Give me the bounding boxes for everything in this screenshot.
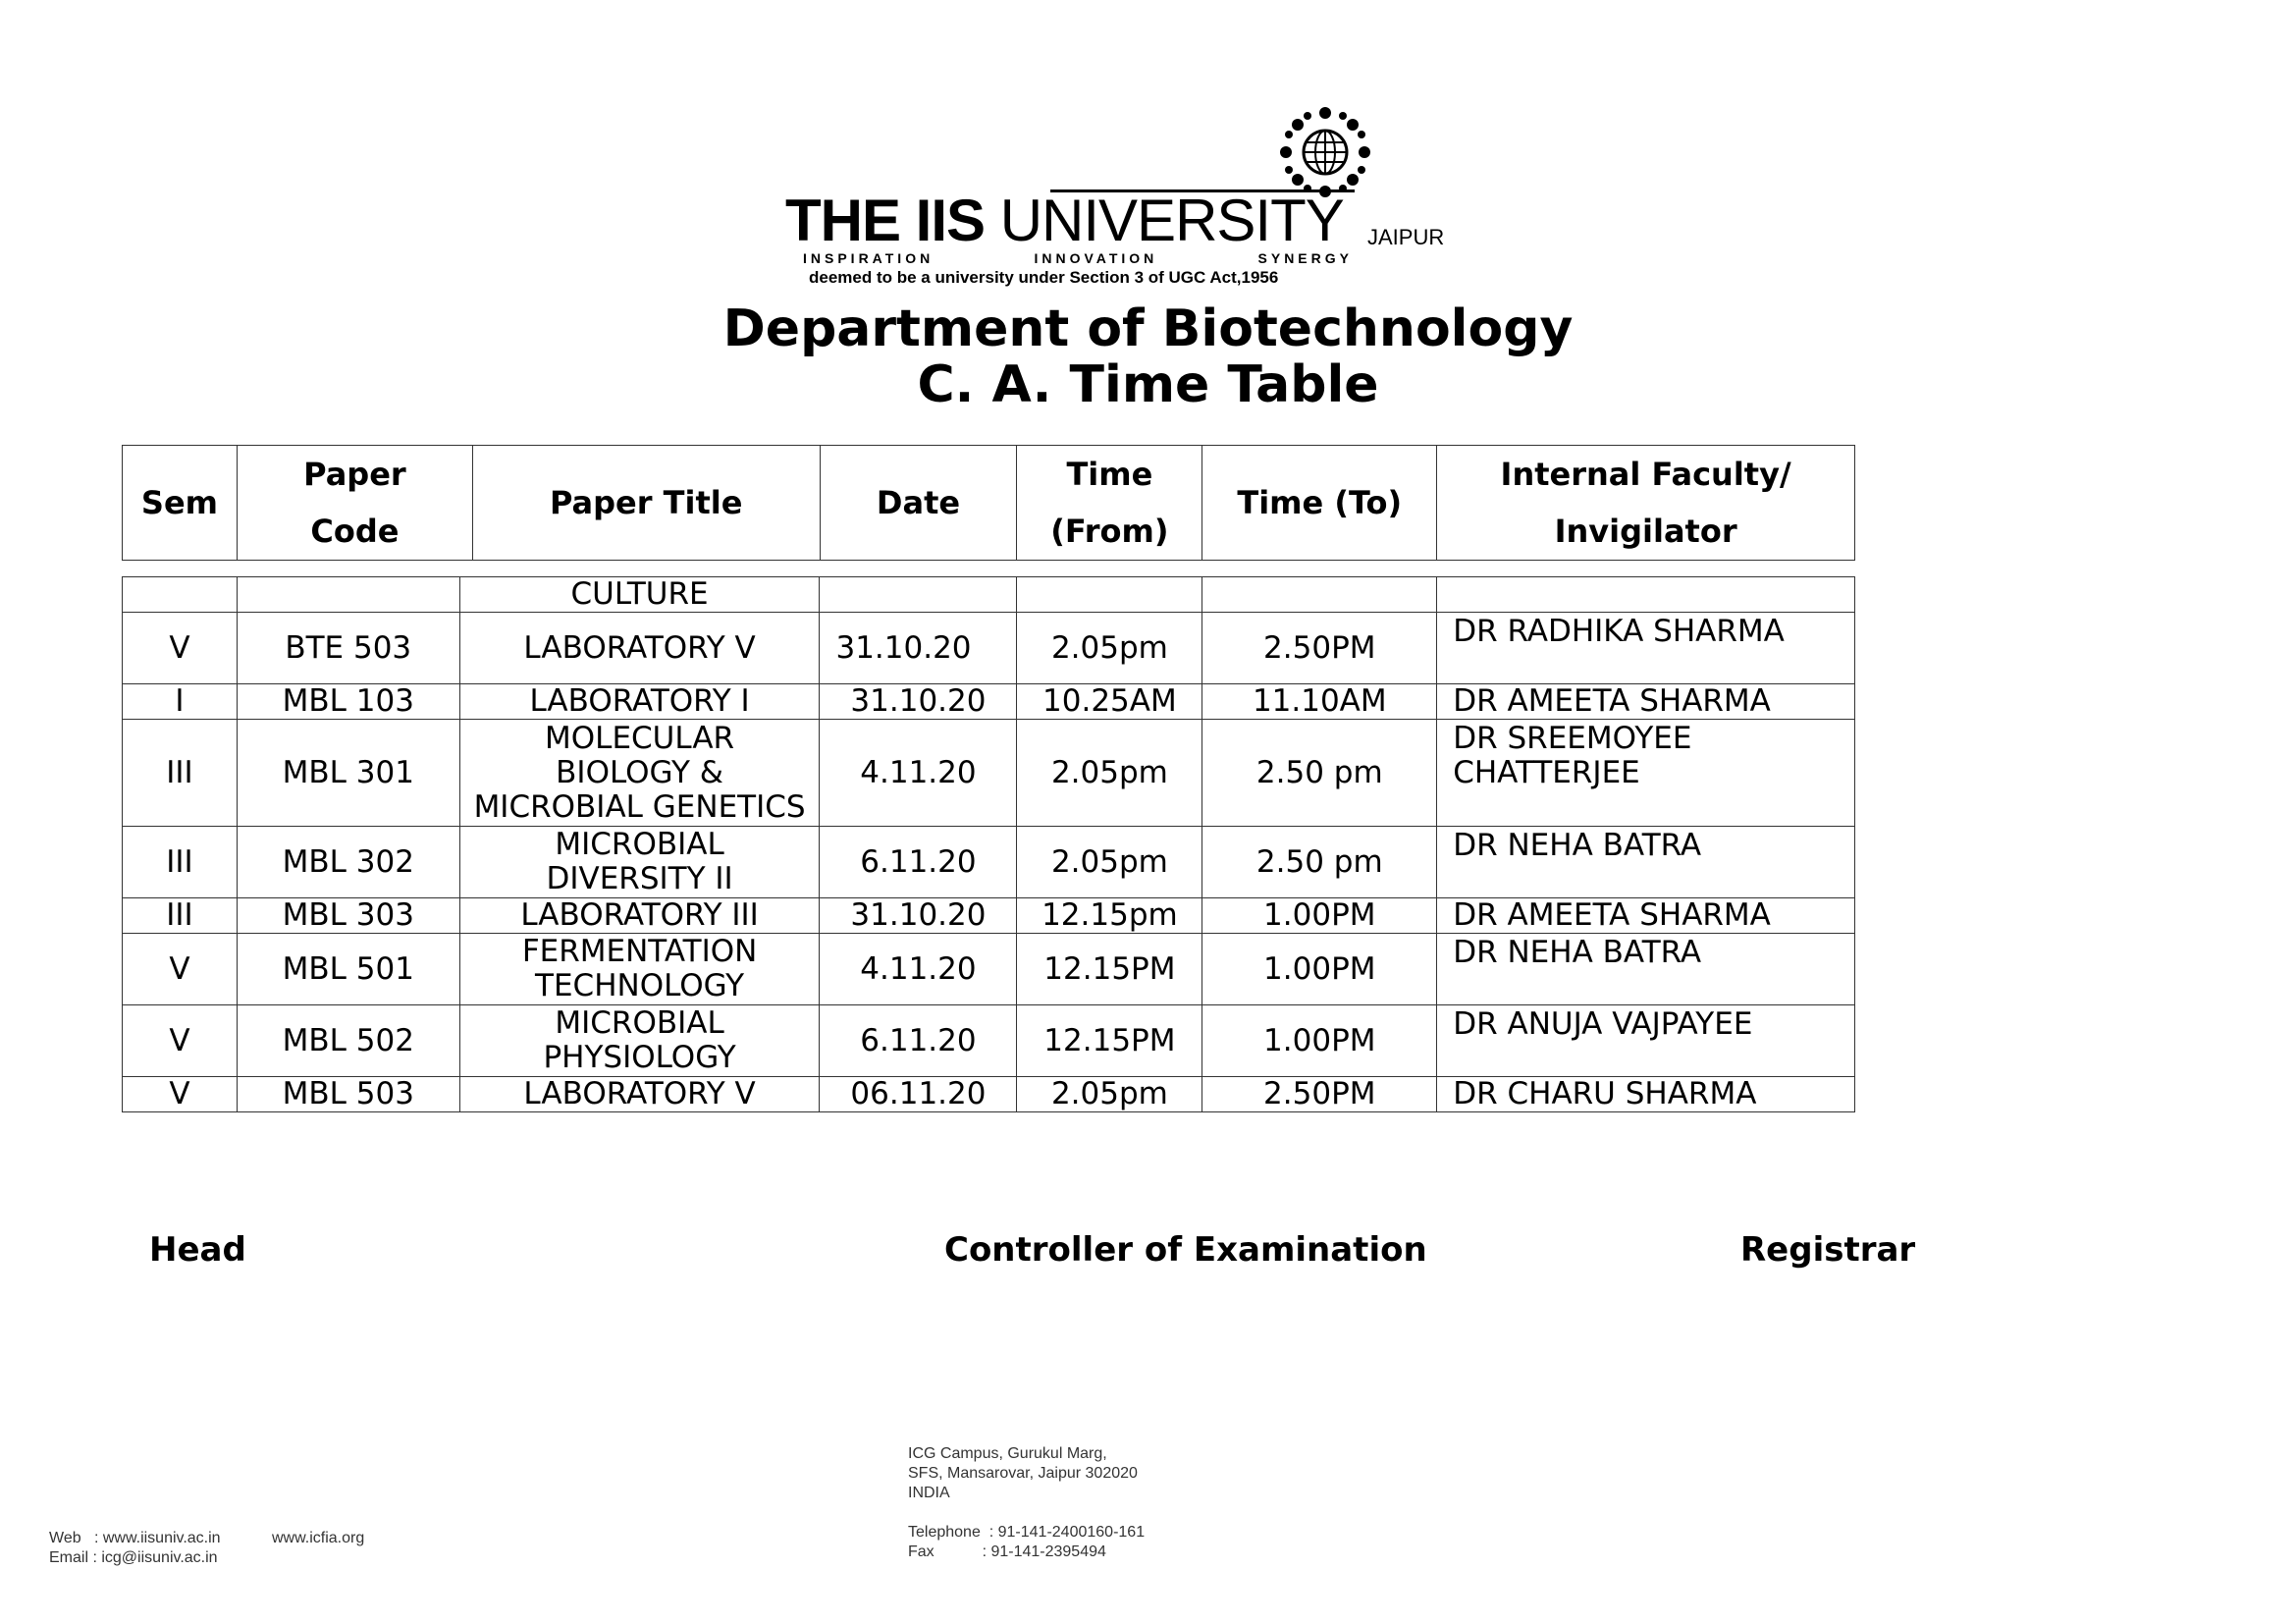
footer-email: Email : icg@iisuniv.ac.in <box>49 1549 218 1566</box>
paper-title-cell: LABORATORY V <box>459 1077 820 1112</box>
footer-address-2: SFS, Mansarovar, Jaipur 302020 <box>908 1465 1138 1482</box>
time-from-cell: 10.25AM <box>1017 684 1202 720</box>
globe-emblem-icon <box>1278 105 1372 199</box>
header-date: Date <box>820 446 1017 561</box>
table-row <box>123 827 1855 898</box>
faculty-cell: DR NEHA BATRA <box>1437 934 1855 1005</box>
time-from-cell: 12.15PM <box>1017 934 1202 1005</box>
table-row <box>123 934 1855 1005</box>
timetable-title: C. A. Time Table <box>917 355 1379 414</box>
paper-title-cell: MICROBIAL PHYSIOLOGY <box>459 1005 820 1077</box>
paper-title-cell: LABORATORY III <box>459 898 820 934</box>
paper-code-cell: MBL 501 <box>237 934 459 1005</box>
logo-deemed-text: deemed to be a university under Section 3 of UGC Act,1956 <box>809 268 1279 287</box>
time-from-cell: 12.15PM <box>1017 1005 1202 1077</box>
paper-title-cell: MICROBIAL DIVERSITY II <box>459 827 820 898</box>
time-to-cell: 1.00PM <box>1202 898 1437 934</box>
footer-fax: Fax : 91-141-2395494 <box>908 1543 1106 1560</box>
table-row <box>123 613 1855 684</box>
date-cell: 4.11.20 <box>820 720 1017 827</box>
sem-cell: V <box>123 1005 238 1077</box>
faculty-cell: DR ANUJA VAJPAYEE <box>1437 1005 1855 1077</box>
time-from-cell: 2.05pm <box>1017 613 1202 684</box>
sem-cell: V <box>123 613 238 684</box>
footer-telephone: Telephone : 91-141-2400160-161 <box>908 1524 1146 1541</box>
footer-web: Web : www.iisuniv.ac.in <box>49 1530 221 1546</box>
table-row <box>123 720 1855 827</box>
paper-title-cell: LABORATORY V <box>459 613 820 684</box>
paper-title-cell: LABORATORY I <box>459 684 820 720</box>
paper-code-cell: MBL 502 <box>237 1005 459 1077</box>
sem-cell: V <box>123 934 238 1005</box>
date-cell: 31.10.20 <box>820 898 1017 934</box>
timetable-header <box>122 445 1855 561</box>
time-from-cell: 2.05pm <box>1017 1077 1202 1112</box>
table-row <box>123 1005 1855 1077</box>
paper-title-cell: FERMENTATION TECHNOLOGY <box>459 934 820 1005</box>
university-logo <box>785 103 1448 290</box>
department-title: Department of Biotechnology <box>722 299 1574 358</box>
table-row <box>123 898 1855 934</box>
signature-registrar: Registrar <box>1740 1230 1916 1270</box>
paper-title-cell: CULTURE <box>459 577 820 613</box>
paper-code-cell: MBL 303 <box>237 898 459 934</box>
header-time-from: Time (From) <box>1017 446 1202 561</box>
sem-cell: V <box>123 1077 238 1112</box>
sem-cell: III <box>123 827 238 898</box>
paper-code-cell: MBL 301 <box>237 720 459 827</box>
faculty-cell: DR SREEMOYEE CHATTERJEE <box>1437 720 1855 827</box>
signature-controller: Controller of Examination <box>944 1230 1427 1270</box>
time-from-cell: 12.15pm <box>1017 898 1202 934</box>
faculty-cell: DR RADHIKA SHARMA <box>1437 613 1855 684</box>
paper-code-cell: BTE 503 <box>237 613 459 684</box>
timetable-body <box>122 576 1855 1112</box>
sem-cell: III <box>123 898 238 934</box>
signature-head: Head <box>149 1230 246 1270</box>
table-row <box>123 1077 1855 1112</box>
footer-address-1: ICG Campus, Gurukul Marg, <box>908 1445 1107 1462</box>
faculty-cell: DR AMEETA SHARMA <box>1437 898 1855 934</box>
faculty-cell: DR CHARU SHARMA <box>1437 1077 1855 1112</box>
header-paper-code: Paper Code <box>237 446 472 561</box>
faculty-cell: DR AMEETA SHARMA <box>1437 684 1855 720</box>
table-row <box>123 684 1855 720</box>
date-cell: 06.11.20 <box>820 1077 1017 1112</box>
paper-code-cell: MBL 302 <box>237 827 459 898</box>
time-to-cell: 2.50PM <box>1202 1077 1437 1112</box>
paper-code-cell: MBL 103 <box>237 684 459 720</box>
time-from-cell: 2.05pm <box>1017 720 1202 827</box>
date-cell: 31.10.20 <box>820 613 1017 684</box>
paper-title-cell: MOLECULAR BIOLOGY & MICROBIAL GENETICS <box>459 720 820 827</box>
time-to-cell: 11.10AM <box>1202 684 1437 720</box>
table-row <box>123 577 1855 613</box>
logo-wordmark: THE IIS UNIVERSITY <box>785 188 1344 253</box>
time-to-cell: 2.50 pm <box>1202 720 1437 827</box>
time-to-cell: 1.00PM <box>1202 934 1437 1005</box>
time-to-cell: 2.50PM <box>1202 613 1437 684</box>
sem-cell: III <box>123 720 238 827</box>
header-faculty: Internal Faculty/ Invigilator <box>1437 446 1855 561</box>
time-to-cell: 2.50 pm <box>1202 827 1437 898</box>
time-to-cell: 1.00PM <box>1202 1005 1437 1077</box>
sem-cell: I <box>123 684 238 720</box>
date-cell: 6.11.20 <box>820 1005 1017 1077</box>
faculty-cell: DR NEHA BATRA <box>1437 827 1855 898</box>
date-cell: 4.11.20 <box>820 934 1017 1005</box>
logo-city: JAIPUR <box>1367 225 1445 249</box>
paper-code-cell: MBL 503 <box>237 1077 459 1112</box>
footer-address-3: INDIA <box>908 1485 950 1501</box>
date-cell: 6.11.20 <box>820 827 1017 898</box>
logo-tagline: INSPIRATION INNOVATION SYNERGY <box>803 250 1353 266</box>
footer-web2: www.icfia.org <box>272 1530 365 1546</box>
date-cell: 31.10.20 <box>820 684 1017 720</box>
time-from-cell: 2.05pm <box>1017 827 1202 898</box>
header-paper-title: Paper Title <box>472 446 820 561</box>
header-time-to: Time (To) <box>1202 446 1437 561</box>
header-sem: Sem <box>123 446 238 561</box>
